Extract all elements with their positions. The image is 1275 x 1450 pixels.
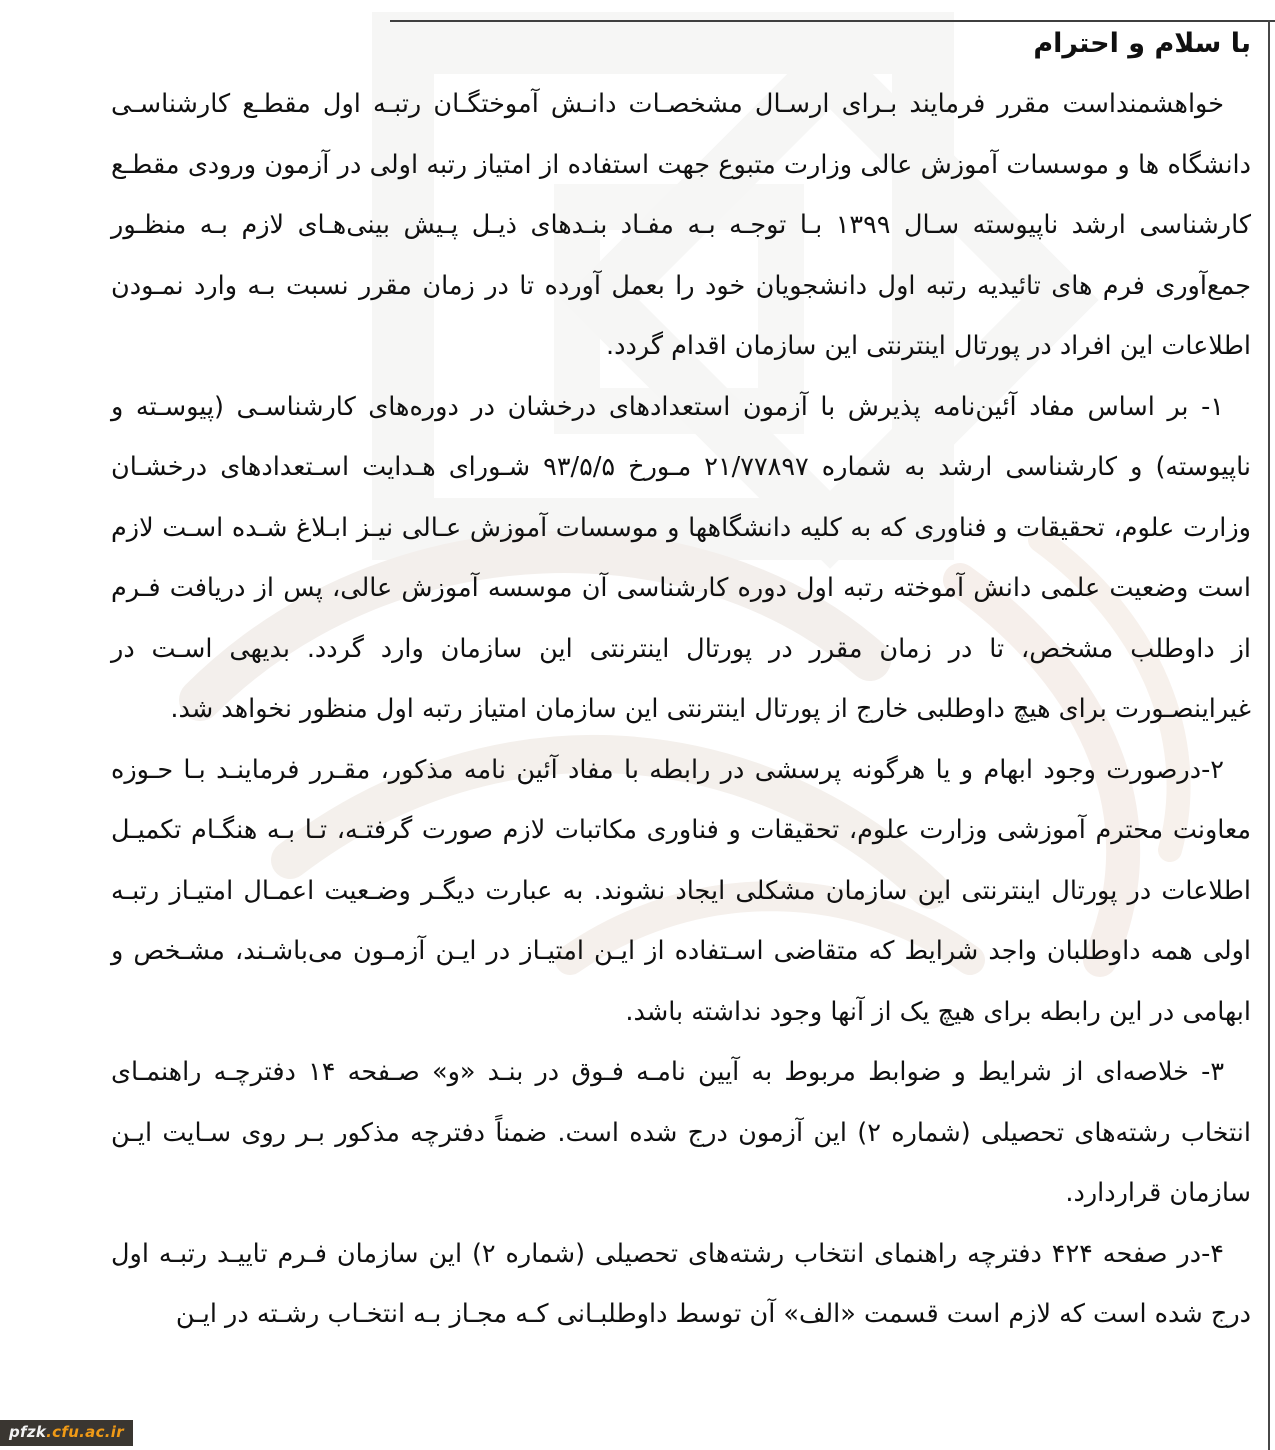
badge-site-domain: .cfu.ac.ir xyxy=(46,1423,124,1441)
letter-body xyxy=(111,14,1251,1345)
letter-paragraph-item-4: ۴-در صفحه ۴۲۴ دفترچه راهنمای انتخاب رشته‌های تحصیلی (شماره ۲) این سازمان فـرم تاییـد رتبـه اول درج شده است که لازم است قسمت «الف» آن توسط داوطلبـانی کـه مجـاز بـه انتخـاب رشـته در ایـن xyxy=(111,1238,1251,1329)
letter-paragraph-item-2: ۲-درصورت وجود ابهام و یا هرگونه پرسشی در رابطه با مفاد آئین نامه مذکور، مقـرر فرماینـد بـا حـوزه معاونت محترم آموزشی وزارت علوم، تحقیقات و فناوری مکاتبات لازم صورت گرفتـه، تـا بـه هنگـام تکمیـل اطلاعات در پورتال اینترنتی این سازمان مشکلی ایجاد نشوند. به عبارت دیگـر وضـعیت اعمـال امتیـاز رتبـه اولی همه داوطلبان واجد شرایط که متقاضی اسـتفاده از ایـن امتیـاز در ایـن آزمـون می‌باشـند، مشـخص و ابهامی در این رابطه برای هیچ یک از آنها وجود نداشته باشد. xyxy=(111,754,1251,1027)
letter-paragraph-intro: خواهشمنداست مقرر فرمایند بـرای ارسـال مشخصـات دانـش آموختگـان رتبـه اول مقطـع کارشناسـی دانشگاه ها و موسسات آموزش عالی وزارت متبوع جهت استفاده از امتیاز رتبه اولی در آزمون ورودی مقطـع کارشناسی ارشد ناپیوسته سـال ۱۳۹۹ بـا توجـه بـه مفـاد بنـدهای ذیـل پـیش بینی‌هـای لازم بـه منظـور جمع‌آوری فرم های تائیدیه رتبه اول دانشجویان خود را بعمل آورده تا در زمان مقرر نسبت بـه وارد نمـودن اطلاعات این افراد در پورتال اینترنتی این سازمان اقدام گردد. xyxy=(111,89,1252,361)
site-watermark-badge xyxy=(0,1420,133,1446)
letter-paragraph-item-1: ۱- بر اساس مفاد آئین‌نامه پذیرش با آزمون استعدادهای درخشان در دوره‌های کارشناسـی (پیوسـته و ناپیوسته) و کارشناسی ارشد به شماره ۲۱/۷۷۸۹۷ مـورخ ۹۳/۵/۵ شـورای هـدایت اسـتعدادهای درخشـان وزارت علوم، تحقیقات و فناوری که به کلیه دانشگاهها و موسسات آموزش عـالی نیـز ابـلاغ شـده اسـت لازم است وضعیت علمی دانش آموخته رتبه اول دوره کارشناسی آن موسسه آموزش عالی، پس از دریافت فـرم از داوطلب مشخص، تا در زمان مقرر در پورتال اینترنتی این سازمان وارد گردد. بدیهی اسـت در غیراینصـورت برای هیچ داوطلبی خارج از پورتال اینترنتی این سازمان امتیاز رتبه اول منظور نخواهد شد. xyxy=(111,391,1251,724)
letter-paragraph-item-3: ۳- خلاصه‌ای از شرایط و ضوابط مربوط به آیین نامـه فـوق در بنـد «و» صـفحه ۱۴ دفترچـه راهنمـای انتخاب رشته‌های تحصیلی (شماره ۲) این آزمون درج شده است. ضمناً دفترچه مذکور بـر روی سـایت ایـن سازمان قراردارد. xyxy=(111,1057,1251,1208)
badge-site-name: pfzk xyxy=(9,1423,47,1441)
letter-title: با سلام و احترام xyxy=(1033,28,1251,59)
page-right-border xyxy=(1268,20,1270,1450)
